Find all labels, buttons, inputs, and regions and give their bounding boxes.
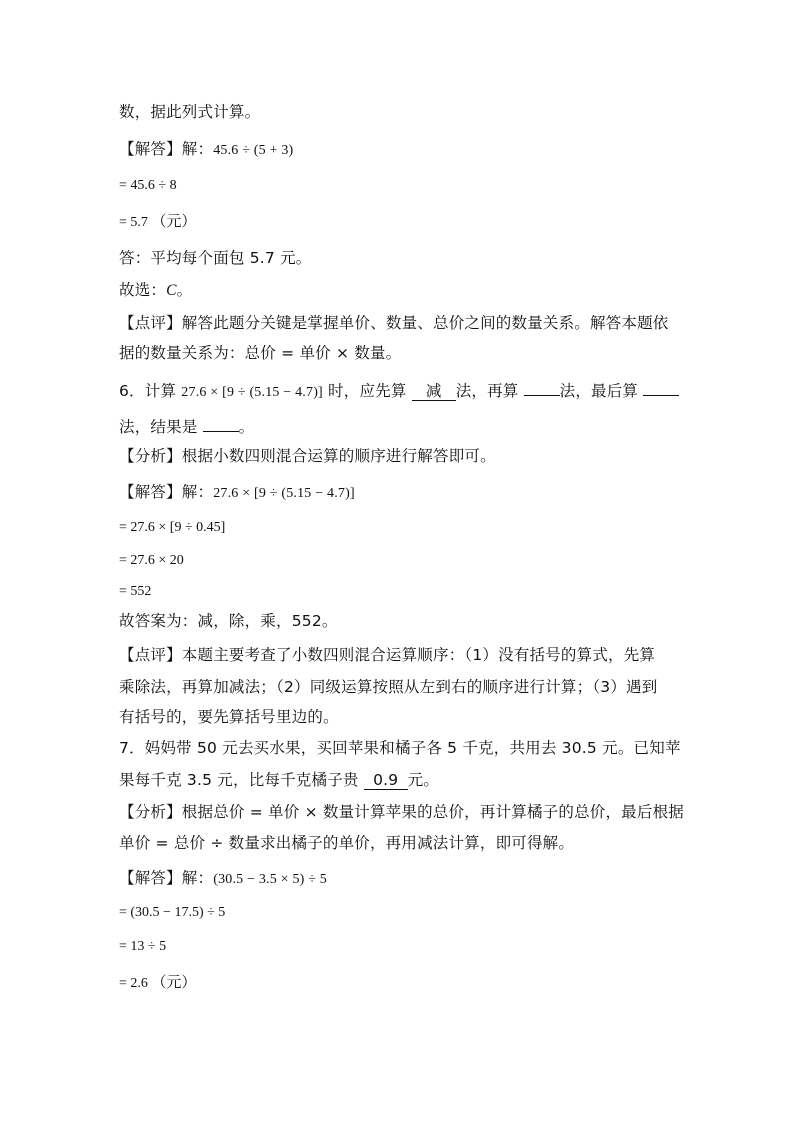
question-text: 法，结果是 xyxy=(119,418,203,436)
answer-heading-q6 xyxy=(119,482,355,504)
unit-label: （元） xyxy=(151,212,197,230)
choice-letter: C xyxy=(166,282,177,299)
fill-blank: 减 xyxy=(412,383,456,401)
unit-label: （元） xyxy=(151,973,197,991)
question-6-line1 xyxy=(119,378,679,403)
math-expression: 45.6 ÷ (5 + 3) xyxy=(213,143,294,158)
math-step: = 13 ÷ 5 xyxy=(119,939,167,954)
question-text: 。 xyxy=(238,418,255,436)
analysis-line: 【分析】根据小数四则混合运算的顺序进行解答即可。 xyxy=(119,447,496,465)
math-step: = 27.6 × 20 xyxy=(119,553,184,568)
math-expression: (30.5 − 3.5 × 5) ÷ 5 xyxy=(213,872,328,887)
comment-line: 【点评】本题主要考查了小数四则混合运算顺序：（1）没有括号的算式，先算 xyxy=(119,646,656,664)
answer-heading-q7 xyxy=(119,868,327,890)
answer-statement: 答：平均每个面包 5.7 元。 xyxy=(119,249,312,267)
math-expression: 27.6 × [9 ÷ (5.15 − 4.7)] xyxy=(213,486,355,501)
comment-line: 有括号的，要先算括号里边的。 xyxy=(119,708,339,726)
math-result: = 5.7 xyxy=(119,215,148,230)
question-7-line2 xyxy=(119,770,439,790)
math-step: = 45.6 ÷ 8 xyxy=(119,178,177,193)
analysis-line: 【分析】根据总价 = 单价 × 数量计算苹果的总价，再计算橘子的总价，最后根据 xyxy=(119,803,684,821)
analysis-line: 单价 = 总价 ÷ 数量求出橘子的单价，再用减法计算，即可得解。 xyxy=(119,834,575,852)
comment-line: 乘除法，再算加减法；（2）同级运算按照从左到右的顺序进行计算；（3）遇到 xyxy=(119,678,658,696)
math-step xyxy=(119,211,196,233)
comment-line: 据的数量关系为：总价 = 单价 × 数量。 xyxy=(119,344,402,362)
question-text: 果每千克 3.5 元，比每千克橘子贵 xyxy=(119,771,364,789)
math-step xyxy=(119,972,196,994)
text-line: 数，据此列式计算。 xyxy=(119,103,261,121)
fill-blank xyxy=(524,378,560,396)
fill-blank: 0.9 xyxy=(364,772,408,790)
comment-line: 【点评】解答此题分关键是掌握单价、数量、总价之间的数量关系。解答本题依 xyxy=(119,314,669,332)
answer-label: 【解答】解： xyxy=(119,483,214,501)
math-step: = 552 xyxy=(119,584,152,599)
question-number-text: 6．计算 xyxy=(119,382,182,400)
math-result: = 2.6 xyxy=(119,976,148,991)
fill-blank xyxy=(643,378,679,396)
question-text: 元。 xyxy=(407,771,440,789)
choice-suffix: 。 xyxy=(176,281,193,299)
math-step: = (30.5 − 17.5) ÷ 5 xyxy=(119,905,226,920)
question-text: 法，最后算 xyxy=(559,382,644,400)
choice-prefix: 故选： xyxy=(119,281,167,299)
question-text: 时，应先算 xyxy=(322,382,412,400)
answer-label: 【解答】解： xyxy=(119,869,214,887)
answer-heading-q5 xyxy=(119,139,293,161)
question-text: 法，再算 xyxy=(455,382,524,400)
question-6-line2 xyxy=(119,414,254,437)
answer-label: 【解答】解： xyxy=(119,140,214,158)
math-step: = 27.6 × [9 ÷ 0.45] xyxy=(119,520,226,535)
choice-line xyxy=(119,280,192,301)
math-expression: 27.6 × [9 ÷ (5.15 − 4.7)] xyxy=(181,385,323,400)
answer-statement: 故答案为：减，除，乘，552。 xyxy=(119,612,338,630)
question-7-line1: 7．妈妈带 50 元去买水果，买回苹果和橘子各 5 千克，共用去 30.5 元。已知苹 xyxy=(119,739,681,757)
fill-blank xyxy=(203,414,239,432)
